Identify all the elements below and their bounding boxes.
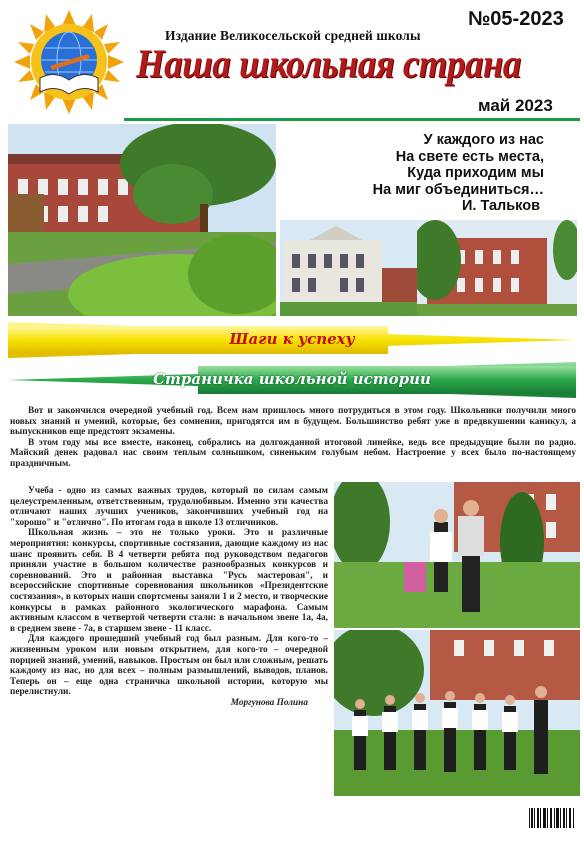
epigraph-line: На миг объединиться…: [372, 181, 544, 198]
school-logo-icon: [10, 8, 128, 116]
article-paragraph: Школьная жизнь – это не только уроки. Это и различные мероприятия: конкурсы, спортивные состязания, дающие каждому из нас шанс проявить себя. В 4 четверти ребята под руководством педагогов приняли участие в большом количестве разнообразных конкурсов и соревнований. Это и районная выставка "Русь мастеровая", и всероссийские спортивные соревнования школьников «Президентские состязания», в которых наши спортсмены заняли 1 и 2 место, и творческие конкурсы в рамках районного экологического марафона. Самым активным классом в четвертой четверти стали: в начальном звене 1а, 4а, в среднем звене - 7а, в старшем звене - 11 класс.: [10, 528, 328, 634]
banner-success-text: Шаги к успеху: [229, 330, 355, 348]
epigraph-line: На свете есть места,: [395, 148, 544, 165]
banner-success: [8, 322, 576, 358]
article-column: [10, 486, 328, 708]
newspaper-title: Наша школьная страна: [136, 41, 521, 86]
school-building-photo: [8, 124, 276, 316]
article-paragraph: В этом году мы все вместе, наконец, собрались на долгожданной итоговой линейке, ведь все предыдущие были по радио. Майский денек радовал нас своим теплым солнышком, синеньким голубым небом. Настроение у всех было по-настоящему праздничным.: [10, 437, 576, 469]
epigraph-line: Куда приходим мы: [407, 165, 544, 181]
article-signature: Моргунова Полина: [230, 697, 308, 708]
epigraph-line: У каждого из нас: [423, 132, 544, 148]
epigraph-author: И. Тальков: [461, 198, 540, 214]
banner-history-text: Страничка школьной истории: [153, 370, 431, 388]
red-building-photo: [417, 220, 577, 316]
publisher-line: Издание Великосельской средней школы: [165, 28, 421, 43]
epigraph: [300, 132, 544, 215]
header-rule: [124, 118, 580, 121]
article-paragraph: Учеба - одно из самых важных трудов, который по силам самым целеустремленным, ответственным, трудолюбивым. Именно эти качества отличают наших лучших учеников, закончивших учебный год на "хорошо" и "отлично". По итогам года в школе 13 отличников.: [10, 486, 328, 528]
article-paragraph: Для каждого прошедший учебный год был разным. Для кого-то – жизненным уроком или новым открытием, для кого-то – очередной порцией знаний, умений, навыков. Простым он был или сложным, решать каждому из нас, но для всех – полным размышлений, выводов, планов. Теперь он – еще одна страничка школьной истории, которую мы перелистнули.: [10, 634, 328, 698]
award-ceremony-photo: [334, 482, 580, 628]
barcode-icon: [527, 804, 577, 834]
article-paragraph: Вот и закончился очередной учебный год. Всем нам пришлось много потрудиться в этом году. Школьники получили много новых знаний и умений, которые, без сомнения, пригодятся им в будущем. Большинство ребят уже в предвкушении каникул, а выпускников еще предстоят экзамены.: [10, 406, 576, 438]
issue-month: май 2023: [478, 96, 553, 115]
white-building-photo: [280, 220, 417, 316]
students-group-photo: [334, 630, 580, 796]
article-intro: [10, 406, 576, 470]
issue-number: №05-2023: [468, 8, 564, 30]
banner-history: [8, 362, 576, 398]
